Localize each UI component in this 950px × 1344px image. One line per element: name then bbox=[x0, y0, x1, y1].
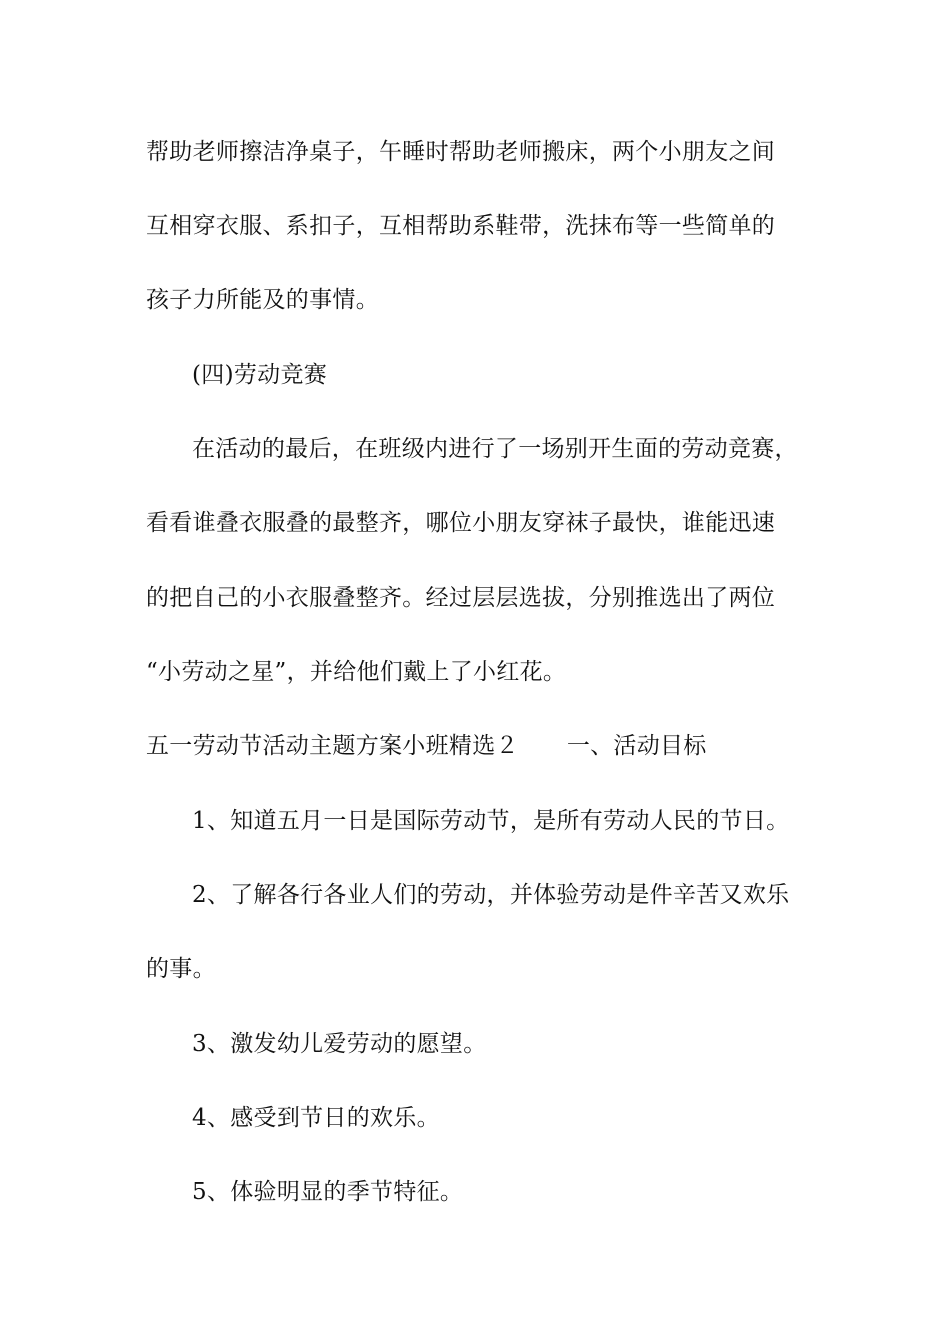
goal-item: 4、感受到节日的欢乐。 bbox=[192, 1105, 440, 1131]
paragraph-line: “小劳动之星”，并给他们戴上了小红花。 bbox=[146, 659, 567, 685]
paragraph-line: 的把自己的小衣服叠整齐。经过层层选拔，分别推选出了两位 bbox=[146, 585, 776, 611]
section-heading bbox=[146, 731, 707, 761]
paragraph-line: 互相穿衣服、系扣子，互相帮助系鞋带，洗抹布等一些简单的 bbox=[146, 213, 776, 239]
paragraph-line: 帮助老师擦洁净桌子，午睡时帮助老师搬床，两个小朋友之间 bbox=[146, 139, 776, 165]
goal-item: 3、激发幼儿爱劳动的愿望。 bbox=[192, 1031, 487, 1057]
goal-item-continued: 的事。 bbox=[146, 956, 216, 982]
goal-item: 1、知道五月一日是国际劳动节，是所有劳动人民的节日。 bbox=[192, 808, 790, 834]
paragraph-line: 看看谁叠衣服叠的最整齐，哪位小朋友穿袜子最快，谁能迅速 bbox=[146, 510, 776, 536]
section-subtitle: 一、活动目标 bbox=[566, 733, 707, 759]
goal-item: 5、体验明显的季节特征。 bbox=[192, 1179, 464, 1205]
subheading: (四)劳动竞赛 bbox=[192, 362, 328, 388]
paragraph-line: 在活动的最后，在班级内进行了一场别开生面的劳动竞赛， bbox=[192, 436, 798, 462]
goal-item: 2、了解各行各业人们的劳动，并体验劳动是件辛苦又欢乐 bbox=[192, 882, 790, 908]
paragraph-line: 孩子力所能及的事情。 bbox=[146, 287, 379, 313]
section-title: 五一劳动节活动主题方案小班精选２ bbox=[146, 733, 519, 759]
